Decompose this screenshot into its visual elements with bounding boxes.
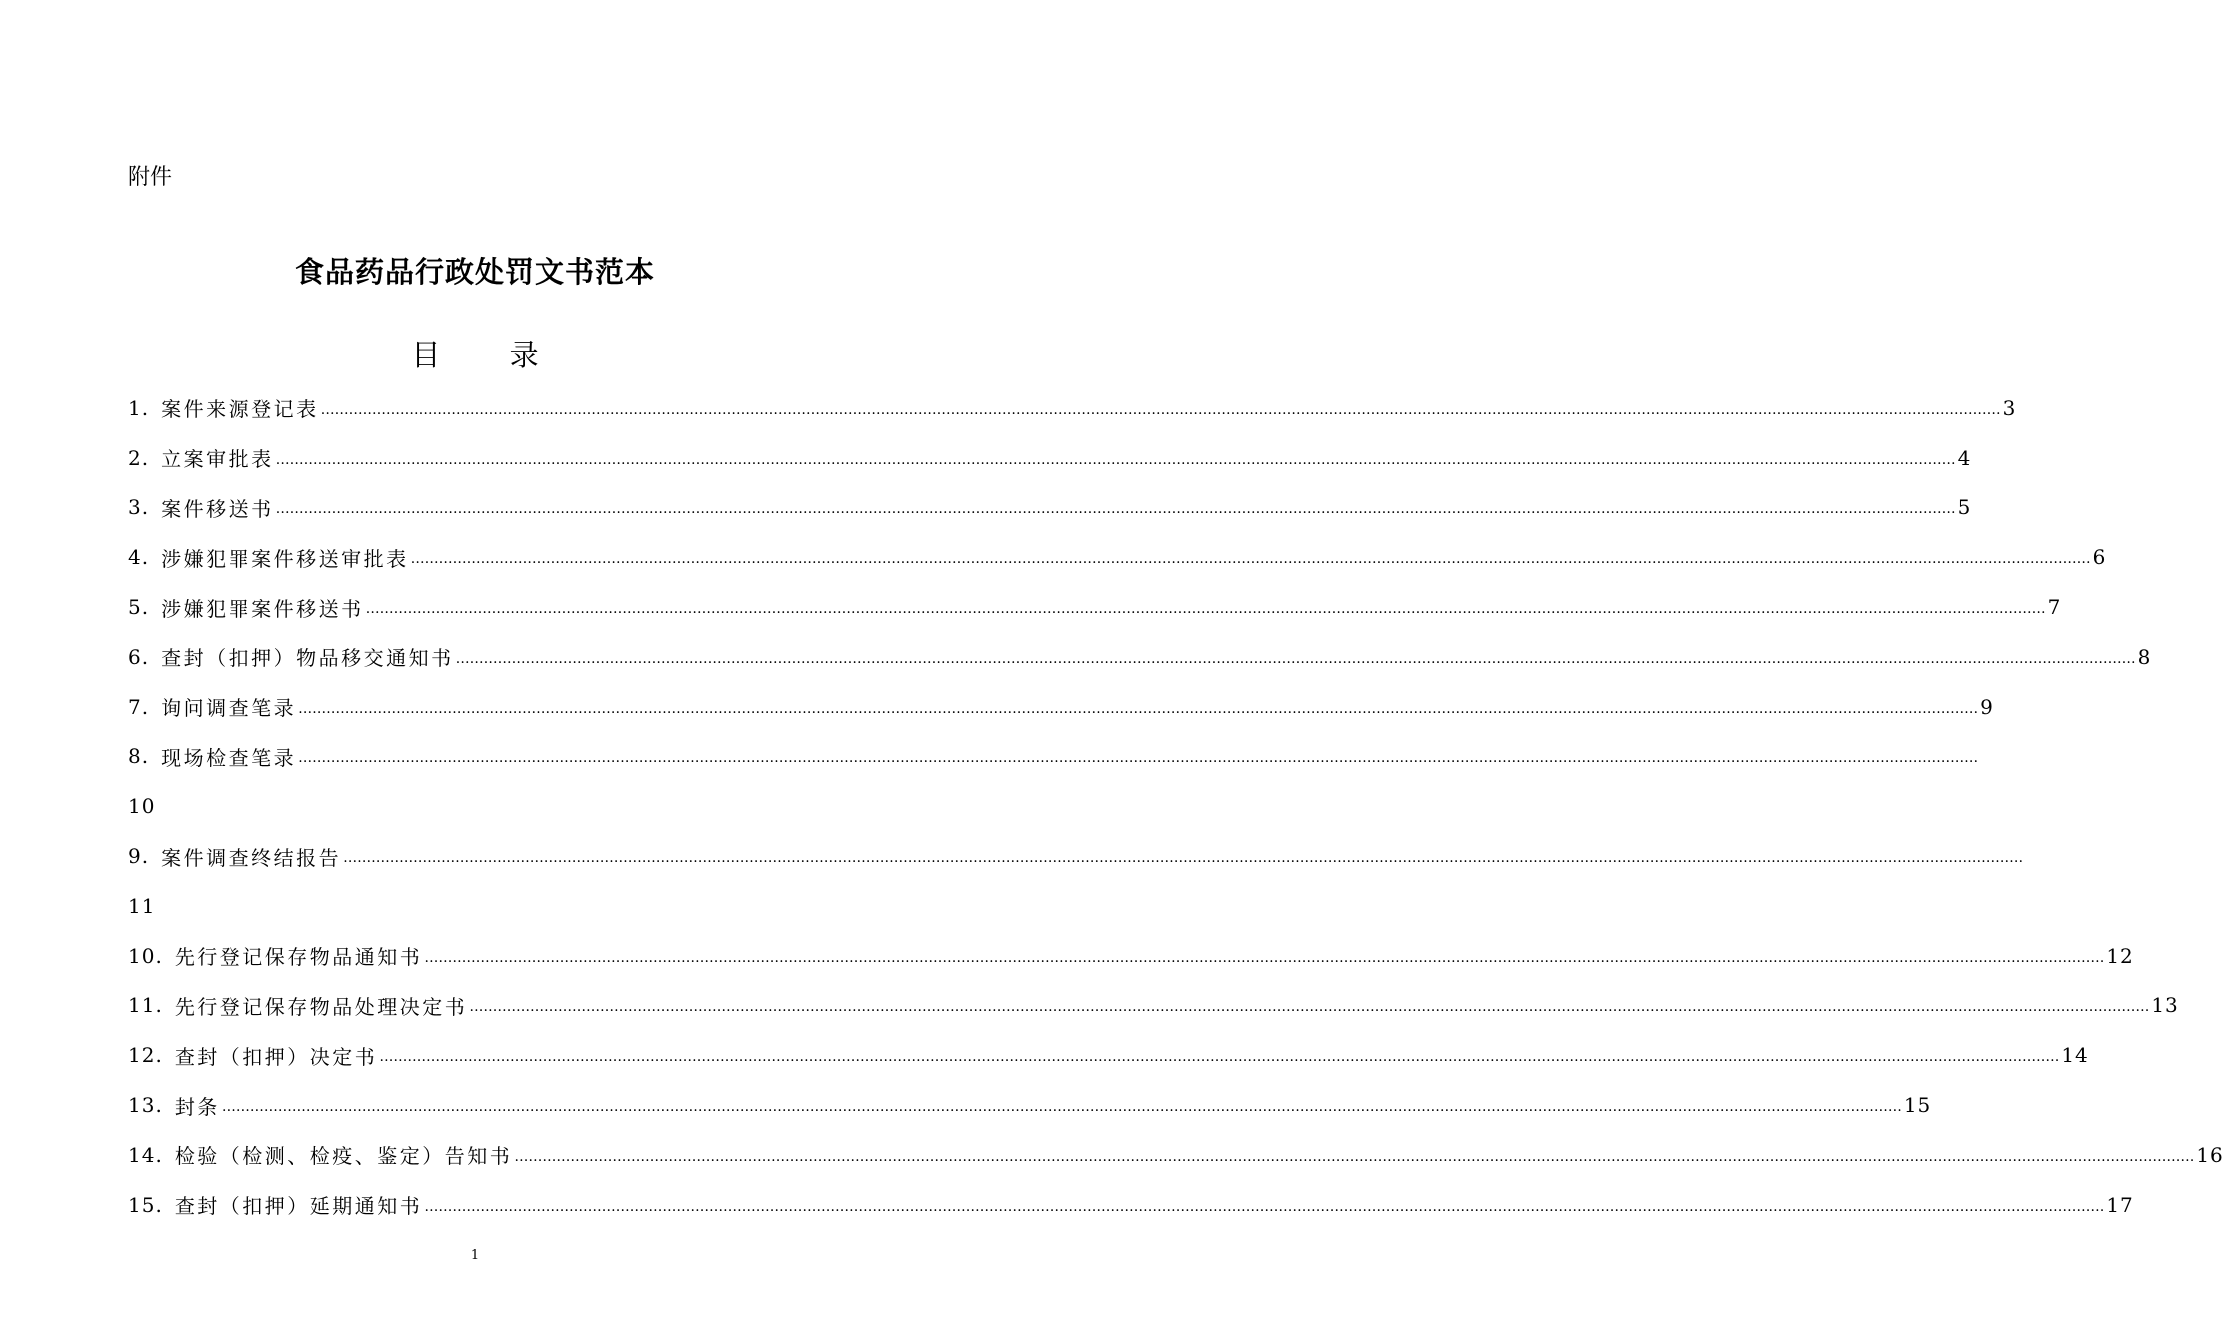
toc-dot-leader: ……………………………………………………………………………………………………………………………………………………………………………………………………………………………………………………………………………………………………………………………… xyxy=(275,451,1956,468)
toc-entry xyxy=(128,532,2107,582)
toc-entry-number: 11. xyxy=(128,993,163,1018)
toc-entry-page: 4 xyxy=(1957,445,1972,470)
toc-entry-label: 查封（扣押）延期通知书 xyxy=(174,1194,423,1219)
toc-entry xyxy=(128,582,2062,632)
toc-dot-leader: ……………………………………………………………………………………………………………………………………………………………………………………………………………………………………………………………………………………………………………………………… xyxy=(320,401,2001,418)
toc-entry-page: 7 xyxy=(2047,595,2062,620)
toc-entry-label: 立案审批表 xyxy=(161,447,274,472)
toc-entry xyxy=(128,931,2134,981)
toc-entry xyxy=(128,1030,2089,1080)
document-title: 食品药品行政处罚文书范本 xyxy=(294,255,655,289)
toc-entry-number: 5. xyxy=(128,595,150,620)
toc-entry-number: 6. xyxy=(128,644,150,669)
toc-entry-label: 检验（检测、检疫、鉴定）告知书 xyxy=(174,1144,513,1169)
toc-dot-leader: ……………………………………………………………………………………………………………………………………………………………………………………………………………………………………………………………………………………………………………………………… xyxy=(410,551,2091,568)
toc-entry xyxy=(128,1180,2134,1230)
toc-entry-page: 13 xyxy=(2151,993,2179,1018)
toc-entry-number: 7. xyxy=(128,694,150,719)
toc-entry-page: 10 xyxy=(128,794,156,819)
toc-entry-label: 涉嫌犯罪案件移送书 xyxy=(161,596,364,621)
toc-entry-number: 9. xyxy=(128,844,150,869)
toc-entry-label: 封条 xyxy=(174,1094,220,1119)
toc-entry-page: 16 xyxy=(2196,1142,2224,1167)
toc-dot-leader: ……………………………………………………………………………………………………………………………………………………………………………………………………………………………………………………………………………………………………………………………… xyxy=(424,949,2105,966)
toc-entry-label: 现场检查笔录 xyxy=(161,745,297,770)
toc-dot-leader: ……………………………………………………………………………………………………………………………………………………………………………………………………………………………………………………………………………………………………………………………… xyxy=(424,1198,2105,1215)
toc-entry xyxy=(128,433,1972,483)
toc-entry xyxy=(128,831,2024,881)
toc-dot-leader: ……………………………………………………………………………………………………………………………………………………………………………………………………………………………………………………………………………………………………………………………… xyxy=(275,501,1956,518)
toc-entry-page: 5 xyxy=(1957,495,1972,520)
page-number: 1 xyxy=(470,1248,480,1263)
toc-entry-number: 1. xyxy=(128,395,150,420)
toc-entry-label: 案件来源登记表 xyxy=(161,397,319,422)
toc-entry-label: 案件调查终结报告 xyxy=(161,845,342,870)
toc-dot-leader: ……………………………………………………………………………………………………………………………………………………………………………………………………………………………………………………………………………………………………………………………… xyxy=(298,750,1979,767)
toc-entry xyxy=(128,732,1979,782)
toc-entry xyxy=(128,981,2179,1031)
toc-entry-page: 3 xyxy=(2002,395,2017,420)
toc-entry-number: 10. xyxy=(128,943,163,968)
toc-heading: 目 录 xyxy=(411,338,569,372)
toc-dot-leader: ……………………………………………………………………………………………………………………………………………………………………………………………………………………………………………………………………………………………………………………………… xyxy=(514,1148,2195,1165)
toc-entry xyxy=(128,383,2017,433)
toc-entry-label: 查封（扣押）决定书 xyxy=(174,1044,378,1069)
toc-dot-leader: ……………………………………………………………………………………………………………………………………………………………………………………………………………………………………………………………………………………………………………………………… xyxy=(298,700,1979,717)
attachment-label: 附件 xyxy=(128,165,173,190)
toc-entry xyxy=(128,682,1994,732)
toc-entry-continuation xyxy=(128,781,820,831)
toc-entry xyxy=(128,1130,2224,1180)
toc-entry xyxy=(128,483,1972,533)
toc-dot-leader: ……………………………………………………………………………………………………………………………………………………………………………………………………………………………………………………………………………………………………………………………… xyxy=(343,850,2024,867)
toc-entry-number: 15. xyxy=(128,1192,163,1217)
toc-dot-leader: ……………………………………………………………………………………………………………………………………………………………………………………………………………………………………………………………………………………………………………………………… xyxy=(379,1049,2060,1066)
toc-entry-number: 13. xyxy=(128,1093,163,1118)
toc-entry-page: 11 xyxy=(128,893,156,918)
toc-entry-label: 询问调查笔录 xyxy=(161,696,297,721)
toc-entry-number: 14. xyxy=(128,1142,163,1167)
toc-entry-page: 9 xyxy=(1980,694,1994,719)
table-of-contents xyxy=(128,383,2224,1230)
toc-dot-leader: ……………………………………………………………………………………………………………………………………………………………………………………………………………………………………………………………………………………………………………………………… xyxy=(365,601,2046,618)
toc-entry-continuation xyxy=(128,881,820,931)
toc-entry-page: 6 xyxy=(2092,545,2107,570)
toc-entry-number: 3. xyxy=(128,495,150,520)
toc-entry-page: 17 xyxy=(2106,1192,2134,1217)
toc-entry-number: 8. xyxy=(128,744,150,769)
toc-entry-page: 14 xyxy=(2061,1043,2089,1068)
toc-dot-leader: ……………………………………………………………………………………………………………………………………………………………………………………………………………………………………………………………………………………………………………………………… xyxy=(455,650,2136,667)
toc-entry-page: 8 xyxy=(2137,644,2152,669)
toc-entry-label: 涉嫌犯罪案件移送审批表 xyxy=(161,546,409,571)
toc-entry-label: 案件移送书 xyxy=(161,496,274,521)
toc-entry-number: 4. xyxy=(128,545,150,570)
toc-entry xyxy=(128,632,2152,682)
toc-entry-label: 先行登记保存物品通知书 xyxy=(174,945,423,970)
toc-dot-leader: ……………………………………………………………………………………………………………………………………………………………………………………………………………………………………………………………………………………………………………………………… xyxy=(221,1099,1902,1116)
toc-entry-label: 先行登记保存物品处理决定书 xyxy=(174,994,468,1019)
toc-entry-page: 15 xyxy=(1903,1093,1932,1118)
toc-entry xyxy=(128,1080,1932,1130)
toc-entry-number: 2. xyxy=(128,445,150,470)
toc-entry-number: 12. xyxy=(128,1043,163,1068)
toc-entry-label: 查封（扣押）物品移交通知书 xyxy=(161,646,454,671)
toc-entry-page: 12 xyxy=(2106,943,2134,968)
toc-dot-leader: ……………………………………………………………………………………………………………………………………………………………………………………………………………………………………………………………………………………………………………………………… xyxy=(469,999,2150,1016)
